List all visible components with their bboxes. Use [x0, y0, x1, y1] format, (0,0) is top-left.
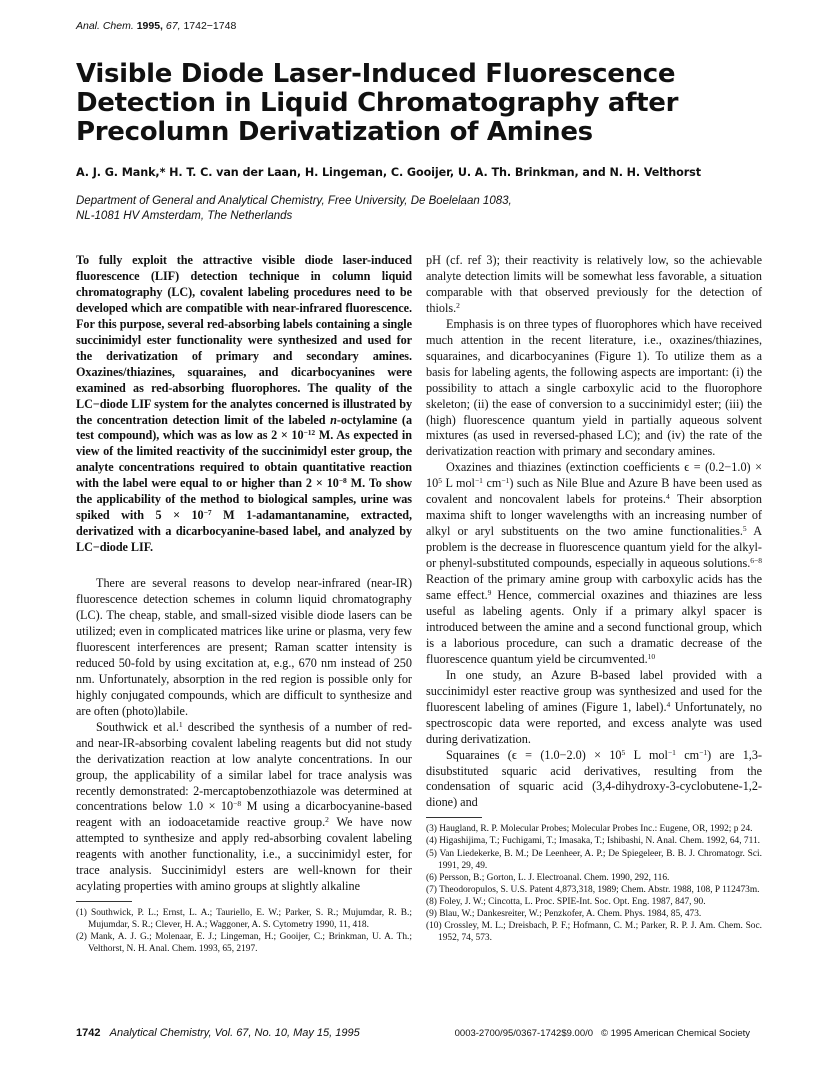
reference-item: (5) Van Liedekerke, B. M.; De Leenheer, A. P.; De Spiegeleer, B. B. J. Chromatogr. Sci. 1991, 29, 49. [426, 848, 762, 871]
ref-link[interactable]: 2 [456, 300, 460, 310]
intro-paragraph-2: Southwick et al.$^1$ described the synthesis of a number of red- and near-IR-absorbing covalent labeling reagents but did not study the derivatization reaction at low analyte concentrations. In our group, the applicability of a similar label for trace analysis was recently demonstrated: 2-mercaptobenzothiazole was determined at concentrations below $1.0 \times 10^{-8}$ M using a dicarbocyanine-based reagent with an iodoacetamide reactive group.$^2$ We have now attempted to synthesize and apply red-absorbing covalent labeling reagents with another functionality, i.e., a succinimidyl ester, for trace analysis. Succinimidyl esters are well-known for their acylating properties with amino groups at slightly alkaline [76, 719, 412, 894]
reference-item: (7) Theodoropulos, S. U.S. Patent 4,873,318, 1989; Chem. Abstr. 1988, 108, P 112473m. [426, 884, 760, 895]
footnote-divider [426, 817, 482, 818]
ref-link[interactable]: 2 [325, 815, 329, 825]
reference-item: (6) Persson, B.; Gorton, L. J. Electroanal. Chem. 1990, 292, 116. [426, 872, 670, 883]
affiliation-line-1: Department of General and Analytical Chemistry, Free University, De Boelelaan 1083, [76, 195, 512, 207]
body-paragraph-continued: pH (cf. ref 3); their reactivity is relatively low, so the achievable analyte detection limits will be somewhat less favorable, a situation comparable with that observed previously for the detection of thiols.$^2$ [426, 253, 762, 315]
title-line-3: Precolumn Derivatization of Amines [76, 117, 593, 147]
affiliation [76, 194, 776, 224]
reference-item: (9) Blau, W.; Dankesreiter, W.; Penzkofer, A. Chem. Phys. 1984, 85, 473. [426, 909, 702, 920]
reference-item: (10) Crossley, M. L.; Dreisbach, P. F.; Hofmann, C. M.; Parker, R. P. J. Am. Chem. Soc. 1952, 74, 573. [426, 921, 762, 944]
references-left [76, 907, 412, 955]
body-paragraph-emphasis: Emphasis is on three types of fluorophores which have received much attention in the recent literature, i.e., oxazines/thiazines, squaraines, and dicarbocyanines (Figure 1). To utilize them as a basis for labeling agents, the following aspects are important: (i) the possibility to attach a single carboxylic acid to the fluorophore skeleton; (ii) the ease of conversion to a succinimidyl ester; (iii) the (high) fluorescence quantum yield in partially aqueous solvent mixtures (as used in reversed-phased LC); and (iv) the rate of the derivatization reaction with primary and secondary amines. [426, 316, 762, 459]
article-code: 0003-2700/95/0367-1742$9.00/0 [454, 1028, 594, 1039]
reference-item: (4) Higashijima, T.; Fuchigami, T.; Imasaka, T.; Ishibashi, N. Anal. Chem. 1992, 64, 711. [426, 836, 760, 847]
article-title [76, 60, 766, 147]
footnote-divider [76, 901, 132, 902]
ref-link[interactable]: 6−8 [750, 556, 762, 566]
left-column [76, 253, 412, 956]
reference-item: (3) Haugland, R. P. Molecular Probes; Molecular Probes Inc.: Eugene, OR, 1992; p 24. [426, 824, 753, 835]
reference-item: (8) Foley, J. W.; Cincotta, L. Proc. SPIE-Int. Soc. Opt. Eng. 1987, 847, 90. [426, 896, 706, 907]
ref-link[interactable]: 5 [742, 524, 747, 534]
reference-item: (2) Mank, A. J. G.; Molenaar, E. J.; Lingeman, H.; Gooijer, C.; Brinkman, U. A. Th.; Velthorst, N. H. Anal. Chem. 1993, 65, 2197. [76, 932, 412, 955]
author-list: A. J. G. Mank,* H. T. C. van der Laan, H. Lingeman, C. Gooijer, U. A. Th. Brinkman, and N. H. Velthorst [76, 166, 701, 179]
title-line-1: Visible Diode Laser-Induced Fluorescence [76, 59, 676, 89]
body-paragraph-oxazines: Oxazines and thiazines (extinction coefficients $\epsilon = (0.2-1.0) \times 10^5$ L mol$^{-1}$ $cm^{-1}$) such as Nile Blue and Azure B have been used as covalent and noncovalent labels for proteins.$^4$ Their absorption maxima shift to longer wavelengths with an increasing number of alkyl or aryl substituents on the two amine functionalities.$^5$ A problem is the decrease in fluorescence quantum yield for the alkyl- or phenyl-substituted compounds, especially in aqueous solutions.$^{6-8}$ Reaction of the primary amine group with carboxylic acids has the same effect.$^9$ Hence, commercial oxazines and thiazines are less useful as labeling agents. Only if a primary alkyl spacer is introduced between the amine and a second functional group, which is a laborious procedure, can such a dramatic decrease of the fluorescence quantum yield be circumvented.$^{10}$ [426, 460, 763, 666]
ref-link[interactable]: 1 [178, 719, 183, 729]
ref-link[interactable]: 4 [665, 492, 670, 502]
page-footer-left [76, 1027, 360, 1039]
title-line-2: Detection in Liquid Chromatography after [76, 88, 679, 118]
ref-link[interactable]: 4 [666, 699, 671, 709]
page-range: 1742−1748 [183, 20, 237, 32]
affiliation-line-2: NL-1081 HV Amsterdam, The Netherlands [76, 210, 293, 222]
running-head [76, 20, 236, 32]
references-right [426, 823, 762, 944]
reference-item: (1) Southwick, P. L.; Ernst, L. A.; Tauriello, E. W.; Parker, S. R.; Mujumdar, R. B.; Mujumdar, S. R.; Clever, H. A.; Waggoner, A. S. Cytometry 1990, 11, 418. [76, 908, 412, 931]
intro-paragraph-1: There are several reasons to develop near-infrared (near-IR) fluorescence detection schemes in column liquid chromatography (LC). The cheap, stable, and small-sized visible diode lasers can be utilized; even in complicated matrices like urine or plasma, very few fluorescent interferences are present; Raman scatter intensity is reduced 50-fold by using excitation at, e.g., 670 nm instead of 250 nm. Unfortunately, absorption in the red region is possible only for highly conjugated compounds, which are difficult to synthesize and are often (photo)labile. [76, 576, 412, 718]
ref-link[interactable]: 9 [487, 588, 492, 598]
page-footer-right [455, 1028, 750, 1039]
body-paragraph-squaraines: Squaraines ($\epsilon = (1.0-2.0) \times 10^5$ L mol$^{-1}$ $cm^{-1}$) are 1,3-disubstituted squaric acid derivatives, resulting from the condensation of squaric acid (3,4-dihydroxy-3-cyclobutene-1,2-dione) and [426, 747, 763, 810]
volume: 67, [165, 20, 181, 32]
year: 1995, [136, 20, 163, 32]
journal-abbrev: Anal. Chem. [76, 20, 134, 32]
right-column [426, 253, 762, 944]
body-paragraph-azure: In one study, an Azure B-based label provided with a succinimidyl ester reactive group was synthesized and used for the fluorescent labeling of amines (Figure 1, label).$^4$ Unfortunately, no spectroscopic data were reported, and excess analyte was used during derivatization. [426, 667, 762, 746]
journal-citation: Analytical Chemistry, Vol. 67, No. 10, May 15, 1995 [109, 1027, 360, 1039]
ref-link[interactable]: 10 [647, 651, 656, 661]
copyright: © 1995 American Chemical Society [600, 1028, 750, 1039]
page-number: 1742 [76, 1027, 101, 1039]
abstract: To fully exploit the attractive visible diode laser-induced fluorescence (LIF) detection technique in column liquid chromatography (LC), covalent labeling procedures need to be developed which are compatible with near-infrared fluorescence. For this purpose, several red-absorbing labels containing a single succinimidyl ester functionality were synthesized and used for the derivatization of primary and secondary amines. Oxazines/thiazines, squaraines, and dicarbocyanines were examined as red-absorbing fluorophores. The quality of the LC−diode LIF system for the analytes concerned is illustrated by the concentration detection limit of the labeled n-octylamine (a test compound), which was as low as $2 \times 10^{-12}$ M. As expected in view of the limited reactivity of the succinimidyl ester group, the analyte concentrations required to obtain quantitative reaction with the label were equal to or higher than $2 \times 10^{-8}$ M. To show the applicability of the method to biological samples, urine was spiked with $5 \times 10^{-7}$ M 1-adamantanamine, extracted, derivatized with a dicarbocyanine-based label, and analyzed by LC−diode LIF. [76, 253, 412, 555]
